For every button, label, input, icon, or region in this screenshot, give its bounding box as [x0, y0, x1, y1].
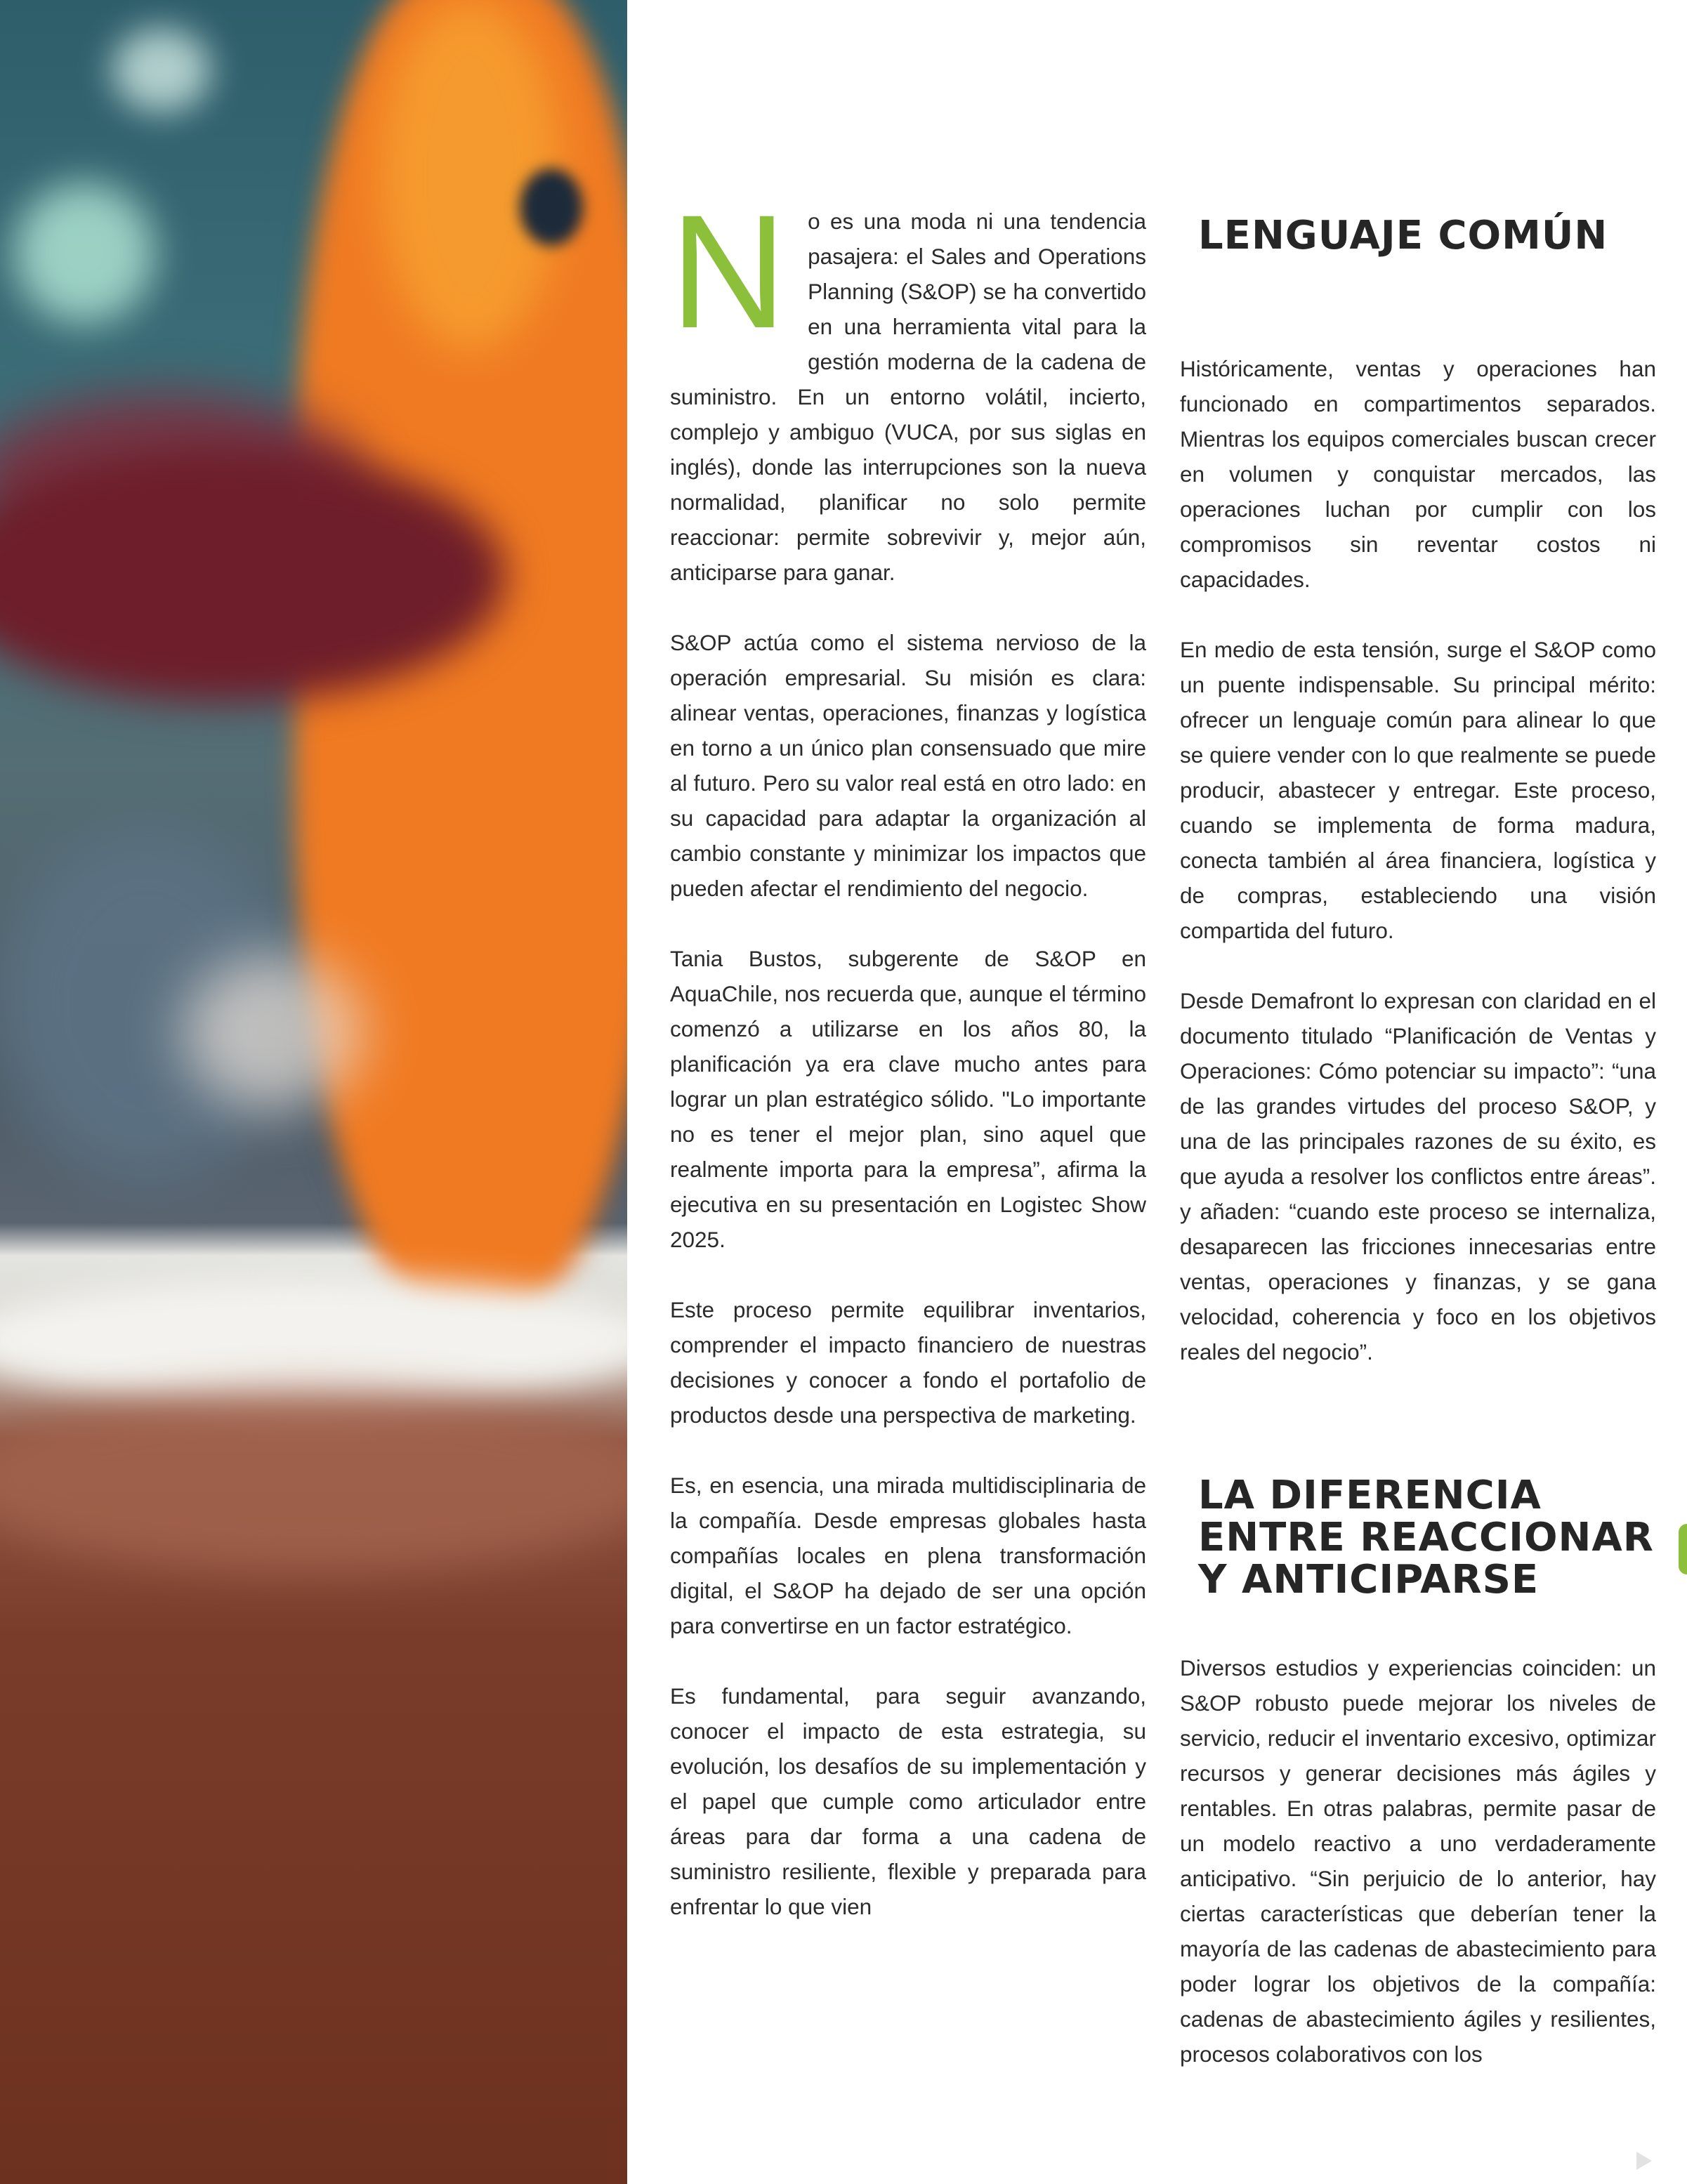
article-column-left [670, 181, 1146, 1959]
paragraph: En medio de esta tensión, surge el S&OP como un puente indispensable. Su principal mérito: ofrecer un lenguaje común para alinear lo que se quiere vender con lo que realmente se puede producir, abastecer y entregar. Este proceso, cuando se implementa de forma madura, conecta también al área financiera, logística y de compras, estableciendo una visión compartida del futuro. [1180, 637, 1656, 943]
paragraph: S&OP actúa como el sistema nervioso de la operación empresarial. Su misión es clara: alinear ventas, operaciones, finanzas y logística en torno a un único plan consensuado que mire al futuro. Pero su valor real está en otro lado: en su capacidad para adaptar la organización al cambio constante y minimizar los impactos que pueden afectar el rendimiento del negocio. [670, 630, 1146, 901]
section-heading-diferencia: LA DIFERENCIA ENTRE REACCIONAR Y ANTICIPARSE [1198, 1473, 1654, 1603]
article-column-right-b [1180, 1650, 1656, 2107]
cover-photo [0, 0, 627, 2184]
drop-cap: N [670, 181, 787, 362]
paragraph: Desde Demafront lo expresan con claridad en el documento titulado “Planificación de Ventas y Operaciones: Cómo potenciar su impacto”: “una de las grandes virtudes del proceso S&OP, y una de las principales razones de su éxito, es que ayuda a resolver los conflictos entre áreas”. y añaden: “cuando este proceso se internaliza, desaparecen las fricciones innecesarias entre ventas, operaciones y finanzas, y se gana velocidad, coherencia y foco en los objetivos reales del negocio”. [1180, 988, 1656, 1364]
paragraph: Este proceso permite equilibrar inventarios, comprender el impacto financiero de nuestras decisiones y conocer a fondo el portafolio de productos desde una perspectiva de marketing. [670, 1297, 1146, 1428]
paragraph: Es, en esencia, una mirada multidisciplinaria de la compañía. Desde empresas globales hasta compañías locales en plena transformación digital, el S&OP ha dejado de ser una opción para convertirse en un factor estratégico. [670, 1473, 1146, 1638]
paragraph: Es fundamental, para seguir avanzando, conocer el impacto de esta estrategia, su evolución, los desafíos de su implementación y el papel que cumple como articulador entre áreas para dar forma a una cadena de suministro resiliente, flexible y preparada para enfrentar lo que vien [670, 1683, 1146, 1919]
paragraph-intro: No es una moda ni una tendencia pasajera: el Sales and Operations Planning (S&OP) se ha convertido en una herramienta vital para la gestión moderna de la cadena de suministro. En un entorno volátil, incierto, complejo y ambiguo (VUCA, por sus siglas en inglés), donde las interrupciones son la nueva normalidad, planificar no solo permite reaccionar: permite sobrevivir y, mejor aún, anticiparse para ganar. [670, 181, 1146, 585]
article-column-right-a [1180, 351, 1656, 1405]
section-tab-marker [1679, 1524, 1687, 1574]
next-page-icon[interactable] [1636, 2152, 1652, 2170]
paragraph: Tania Bustos, subgerente de S&OP en AquaChile, nos recuerda que, aunque el término comenzó a utilizarse en los años 80, la planificación ya era clave mucho antes para lograr un plan estratégico sólido. "Lo importante no es tener el mejor plan, sino aquel que realmente importa para la empresa”, afirma la ejecutiva en su presentación en Logistec Show 2025. [670, 946, 1146, 1252]
paragraph: Históricamente, ventas y operaciones han funcionado en compartimentos separados. Mientras los equipos comerciales buscan crecer en volumen y conquistar mercados, las operaciones luchan por cumplir con los compromisos sin reventar costos ni capacidades. [1180, 356, 1656, 592]
paragraph: Diversos estudios y experiencias coinciden: un S&OP robusto puede mejorar los niveles de servicio, reducir el inventario excesivo, optimizar recursos y generar decisiones más ágiles y rentables. En otras palabras, permite pasar de un modelo reactivo a uno verdaderamente anticipativo. “Sin perjuicio de lo anterior, hay ciertas características que deberían tener la mayoría de las cadenas de abastecimiento para poder lograr los objetivos de la compañía: cadenas de abastecimiento ágiles y resilientes, procesos colaborativos con los [1180, 1655, 1656, 2067]
section-heading-lenguaje-comun: LENGUAJE COMÚN [1198, 213, 1608, 258]
